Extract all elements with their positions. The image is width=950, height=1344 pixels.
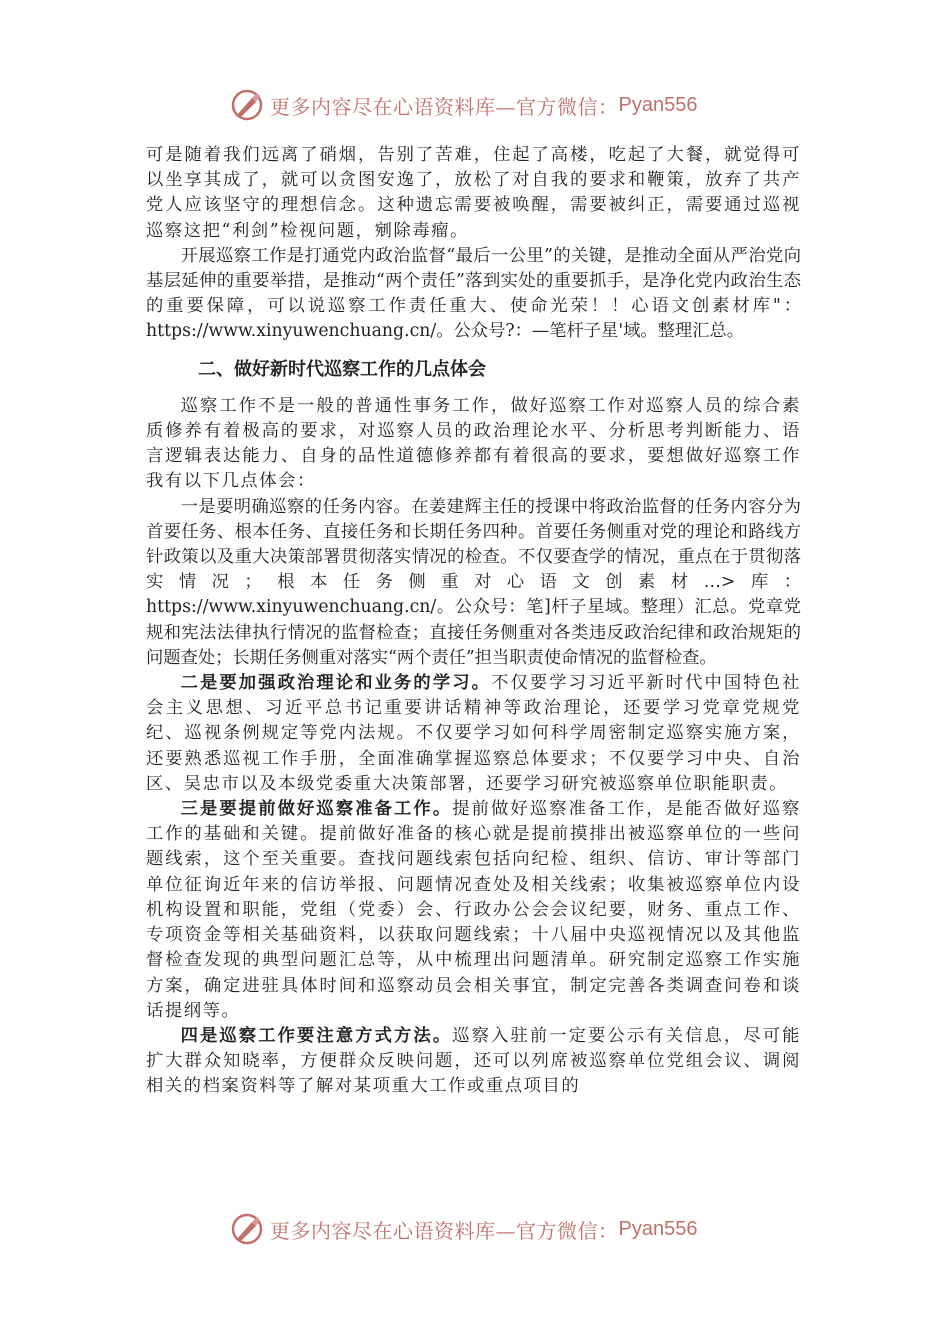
pen-nib-logo-icon: [230, 1212, 264, 1246]
paragraph-6: [146, 797, 801, 1024]
section-heading: 二、做好新时代巡察工作的几点体会: [198, 358, 486, 380]
banner-wechat-id: Pyan556: [618, 1217, 698, 1240]
pen-nib-logo-icon: [230, 88, 264, 122]
banner-wechat-id: Pyan556: [618, 93, 698, 116]
paragraph-6-body: 提前做好巡察准备工作，是能否做好巡察工作的基础和关键。提前做好准备的核心就是提前摸排出被巡察单位的一些问题线索，这个至关重要。查找问题线索包括向纪检、组织、信访、审计等部门单位征询近年来的信访举报、问题情况查处及相关线索；收集被巡察单位内设机构设置和职能，党组（党委）会、行政办公会会议纪要，财务、重点工作、专项资金等相关基础资料，以获取问题线索；十八届中央巡视情况以及其他监督检查发现的典型问题汇总等，从中梳理出问题清单。研究制定巡察工作实施方案，确定进驻具体时间和巡察动员会相关事宜，制定完善各类调查问卷和谈话提纲等。: [146, 799, 801, 1021]
paragraph-5-body: 不仅要学习习近平新时代中国特色社会主义思想、习近平总书记重要讲话精神等政治理论，还要学习党章党规党纪、巡视条例规定等党内法规。不仅要学习如何科学周密制定巡察实施方案，还要熟悉巡视工作手册，全面准确掌握巡察总体要求；不仅要学习中央、自治区、吴忠市以及本级党委重大决策部署，还要学习研究被巡察单位职能职责。: [146, 673, 801, 794]
footer-banner: [230, 1208, 750, 1250]
paragraph-5: [146, 671, 801, 797]
paragraph-4: 一是要明确巡察的任务内容。在姜建辉主任的授课中将政治监督的任务内容分为首要任务、根本任务、直接任务和长期任务四种。首要任务侧重对党的理论和路线方针政策以及重大决策部署贯彻落实情况的检查。不仅要查学的情况，重点在于贯彻落实情况；根本任务侧重对心语文创素材…>库：https://www.xinyuwenchuang.cn/。公众号：笔]杆子星域。整理）汇总。党章党规和宪法法律执行情况的监督检查；直接任务侧重对各类违反政治纪律和政治规矩的问题查处；长期任务侧重对落实“两个责任”担当职责使命情况的监督检查。: [146, 496, 801, 668]
paragraph-3: 巡察工作不是一般的普通性事务工作，做好巡察工作对巡察人员的综合素质修养有着极高的要求，对巡察人员的政治理论水平、分析思考判断能力、语言逻辑表达能力、自身的品性道德修养都有着很高的要求，要想做好巡察工作我有以下几点体会：: [146, 395, 801, 492]
paragraph-5-lead: 二是要加强政治理论和业务的学习。: [180, 673, 492, 694]
header-banner: [230, 84, 750, 126]
paragraph-2: 开展巡察工作是打通党内政治监督“最后一公里”的关键，是推动全面从严治党向基层延伸的重要举措，是推动“两个责任”落到实处的重要抓手，是净化党内政治生态的重要保障，可以说巡察工作责任重大、使命光荣！！心语文创素材库"：https://www.xinyuwenchuang.cn/。公众号?：—笔杆子星'域。整理汇总。: [146, 245, 801, 342]
document-body: [146, 143, 801, 1100]
paragraph-7-body: 巡察入驻前一定要公示有关信息，尽可能扩大群众知晓率，方便群众反映问题，还可以列席被巡察单位党组会议、调阅相关的档案资料等了解对某项重大工作或重点项目的: [146, 1025, 801, 1097]
paragraph-1: 可是随着我们远离了硝烟，告别了苦难，住起了高楼，吃起了大餐，就觉得可以坐享其成了，就可以贪图安逸了，放松了对自我的要求和鞭策，放弃了共产党人应该坚守的理想信念。这种遗忘需要被唤醒，需要被纠正，需要通过巡视巡察这把“利剑”检视问题，剜除毒瘤。: [146, 145, 801, 241]
paragraph-7-lead: 四是巡察工作要注意方式方法。: [180, 1025, 453, 1046]
banner-text: 更多内容尽在心语资料库—官方微信：: [270, 1218, 619, 1243]
paragraph-7: [146, 1024, 801, 1100]
banner-text: 更多内容尽在心语资料库—官方微信：: [270, 94, 619, 119]
paragraph-6-lead: 三是要提前做好巡察准备工作。: [180, 799, 453, 820]
